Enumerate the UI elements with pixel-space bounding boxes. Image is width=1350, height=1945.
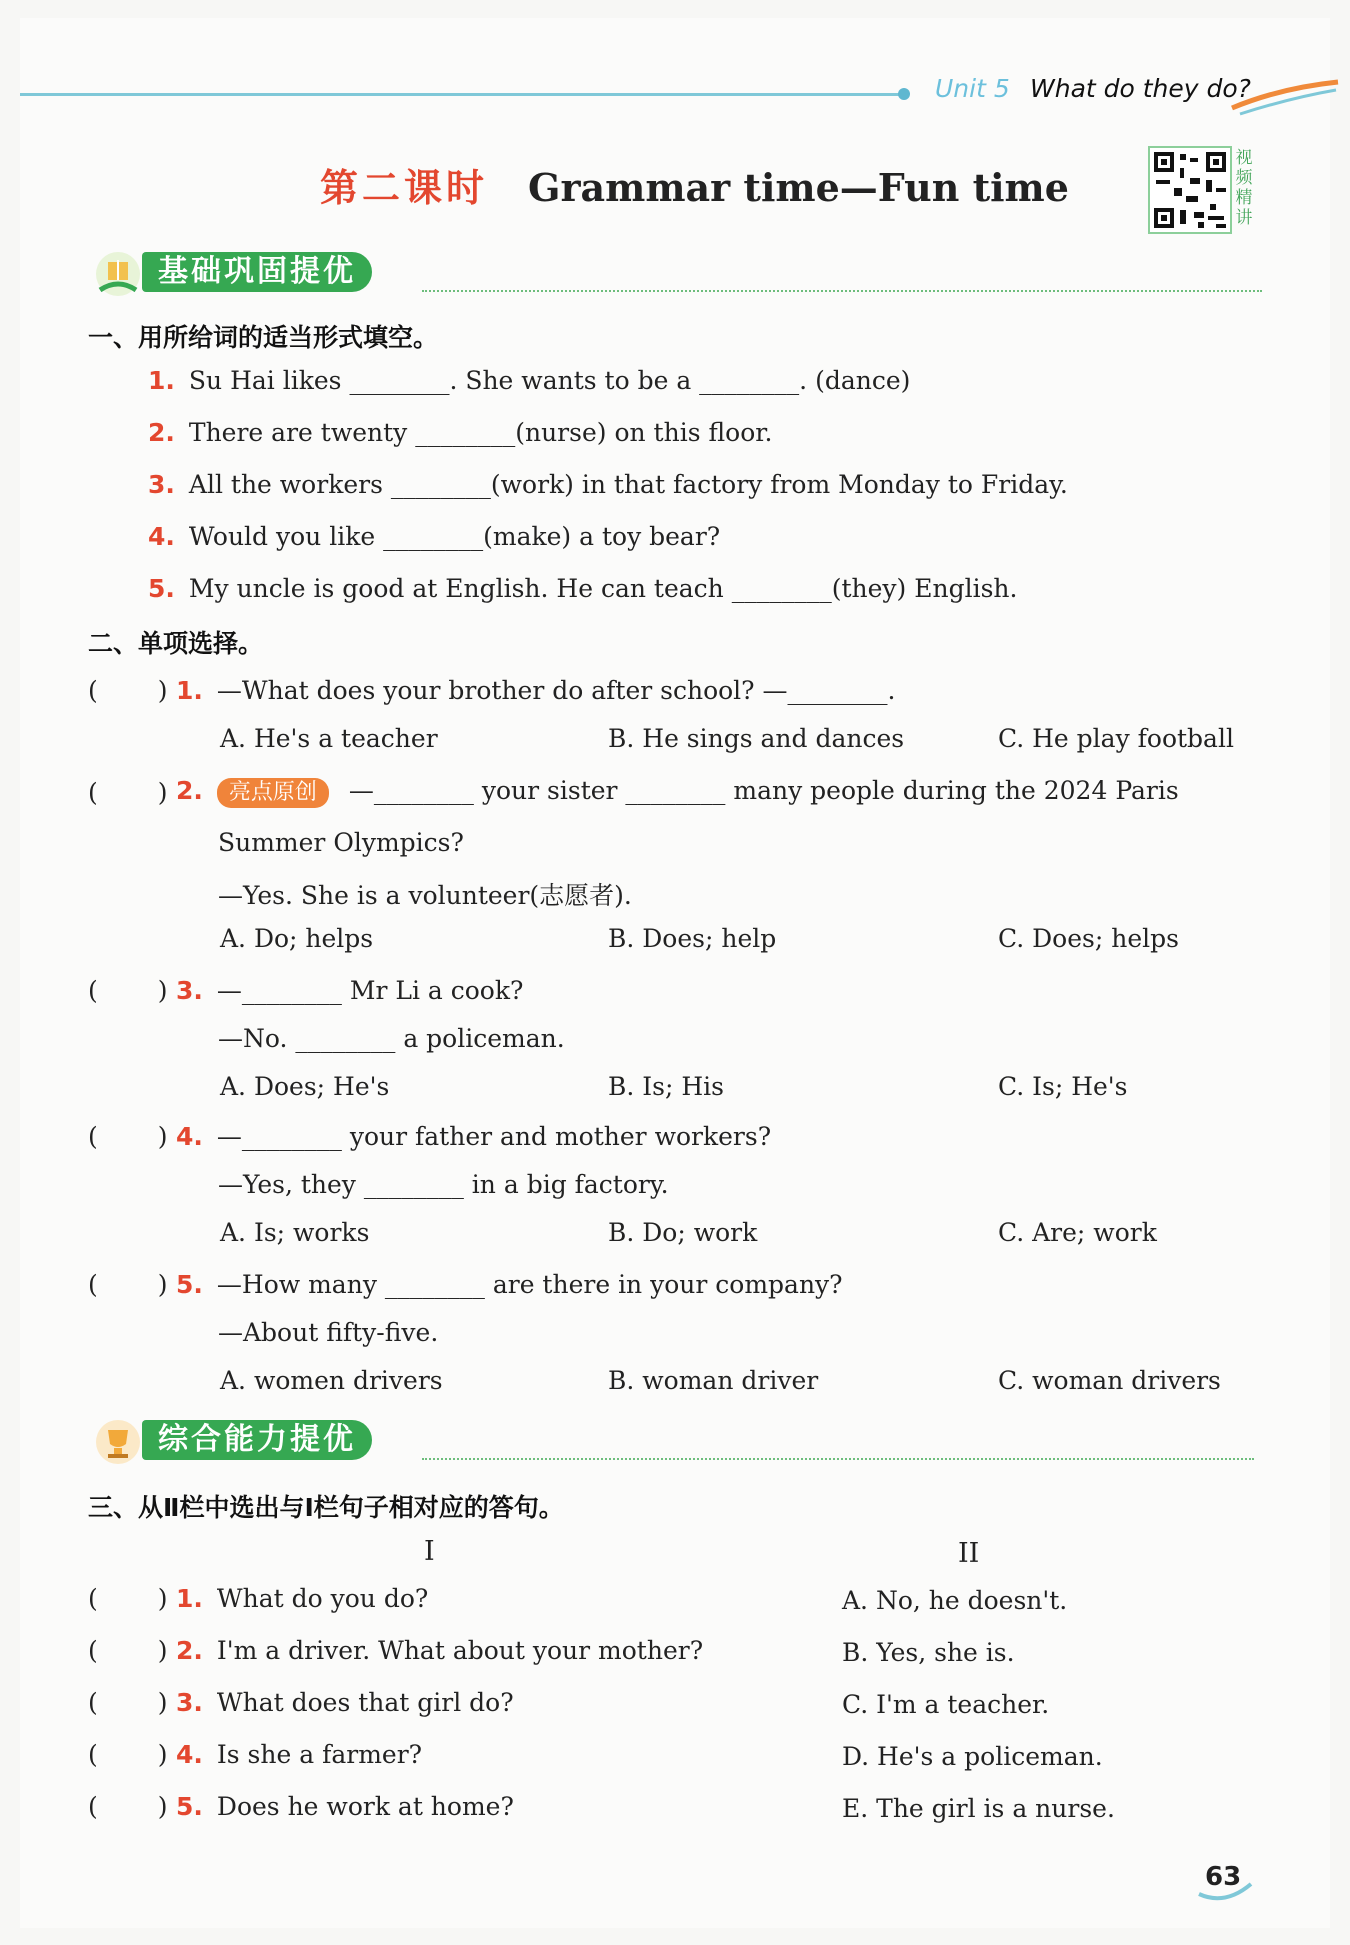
paren-close: )	[157, 1792, 168, 1821]
s2-text: —What does your brother do after school? —________.	[216, 676, 896, 705]
section3-title: 三、从Ⅱ栏中选出与Ⅰ栏句子相对应的答句。	[88, 1493, 564, 1522]
unit-title: What do they do?	[1030, 74, 1251, 103]
s3-left-4	[176, 1740, 422, 1769]
option-a: A. Does; He's	[220, 1072, 390, 1101]
s3-num: 5.	[176, 1792, 203, 1821]
s3-num: 3.	[176, 1688, 203, 1717]
book-plant-icon	[92, 250, 144, 300]
option-c: C. Does; helps	[998, 924, 1179, 953]
answer-blank[interactable]	[88, 1636, 168, 1665]
s2-q3-line2: —No. ________ a policeman.	[218, 1024, 565, 1053]
page-number: 63	[1205, 1862, 1242, 1892]
s2-q5-line2: —About fifty-five.	[218, 1318, 439, 1347]
s1-num: 2.	[148, 418, 175, 447]
s1-text: Su Hai likes ________. She wants to be a ________. (dance)	[188, 366, 911, 395]
answer-blank[interactable]	[88, 1740, 168, 1769]
paren-close: )	[157, 1122, 168, 1151]
qr-code-icon[interactable]	[1148, 146, 1232, 234]
s1-item-4	[148, 522, 720, 551]
banner-basic-label: 基础巩固提优	[142, 252, 372, 292]
option-c: C. Are; work	[998, 1218, 1157, 1247]
answer-blank[interactable]	[88, 1688, 168, 1717]
answer-blank[interactable]	[88, 676, 168, 705]
option-b: B. Does; help	[608, 924, 777, 953]
s3-right-d: D. He's a policeman.	[842, 1742, 1103, 1771]
trophy-icon	[92, 1418, 144, 1468]
s2-q2-line2: Summer Olympics?	[218, 828, 464, 857]
s1-text: All the workers ________(work) in that factory from Monday to Friday.	[188, 470, 1068, 499]
paren-close: )	[157, 778, 168, 807]
option-c: C. Is; He's	[998, 1072, 1128, 1101]
column-ii-heading: II	[958, 1538, 980, 1569]
option-a: A. He's a teacher	[220, 724, 438, 753]
option-c: C. He play football	[998, 724, 1234, 753]
paren-close: )	[157, 1740, 168, 1769]
s2-num: 3.	[176, 976, 203, 1005]
paren-open: (	[88, 1740, 98, 1769]
unit-label: Unit 5	[935, 74, 1010, 103]
s2-q4	[176, 1122, 771, 1151]
paren-close: )	[157, 1584, 168, 1613]
answer-blank[interactable]	[88, 1584, 168, 1613]
s3-num: 1.	[176, 1584, 203, 1613]
s2-num: 2.	[176, 776, 203, 805]
answer-blank[interactable]	[88, 778, 168, 807]
lesson-title	[320, 157, 1069, 212]
dotted-rule	[422, 290, 1262, 292]
s2-q3	[176, 976, 523, 1005]
s1-item-2	[148, 418, 772, 447]
s2-q5	[176, 1270, 843, 1299]
s3-left-5	[176, 1792, 514, 1821]
paren-close: )	[157, 976, 168, 1005]
option-c: C. woman drivers	[998, 1366, 1221, 1395]
s1-item-5	[148, 574, 1017, 603]
s3-right-c: C. I'm a teacher.	[842, 1690, 1050, 1719]
answer-blank[interactable]	[88, 1122, 168, 1151]
s1-item-1	[148, 366, 910, 395]
paren-open: (	[88, 1270, 98, 1299]
s1-text: Would you like ________(make) a toy bear?	[188, 522, 721, 551]
paren-open: (	[88, 778, 98, 807]
option-b: B. woman driver	[608, 1366, 819, 1395]
s3-right-a: A. No, he doesn't.	[842, 1586, 1068, 1615]
s2-num: 4.	[176, 1122, 203, 1151]
paren-close: )	[157, 1270, 168, 1299]
banner-advanced-label: 综合能力提优	[142, 1420, 372, 1460]
section2-title: 二、单项选择。	[88, 629, 264, 658]
s2-text: —________ your father and mother workers?	[216, 1122, 772, 1151]
section1-title: 一、用所给词的适当形式填空。	[88, 323, 439, 352]
s3-text: Does he work at home?	[216, 1792, 514, 1821]
column-i-heading: I	[424, 1536, 435, 1567]
lesson-title-en: Grammar time—Fun time	[528, 165, 1069, 210]
s1-num: 4.	[148, 522, 175, 551]
answer-blank[interactable]	[88, 976, 168, 1005]
paren-open: (	[88, 1688, 98, 1717]
s2-text: —________ your sister ________ many people during the 2024 Paris	[348, 776, 1179, 805]
s1-num: 3.	[148, 470, 175, 499]
paren-open: (	[88, 976, 98, 1005]
banner-advanced	[92, 1418, 1254, 1462]
answer-blank[interactable]	[88, 1792, 168, 1821]
s2-q2-line3: —Yes. She is a volunteer(志愿者).	[218, 881, 632, 910]
s3-num: 4.	[176, 1740, 203, 1769]
paren-close: )	[157, 1636, 168, 1665]
s2-num: 1.	[176, 676, 203, 705]
s2-q1	[176, 676, 895, 705]
qr-side-text: 视频精讲	[1235, 148, 1253, 228]
paren-open: (	[88, 1792, 98, 1821]
s2-text: —________ Mr Li a cook?	[216, 976, 524, 1005]
option-a: A. women drivers	[220, 1366, 443, 1395]
lesson-title-cn: 第二课时	[320, 165, 489, 210]
paren-open: (	[88, 1584, 98, 1613]
s2-q4-line2: —Yes, they ________ in a big factory.	[218, 1170, 669, 1199]
s1-num: 1.	[148, 366, 175, 395]
s1-text: My uncle is good at English. He can teach ________(they) English.	[188, 574, 1018, 603]
s3-text: Is she a farmer?	[216, 1740, 423, 1769]
s3-text: I'm a driver. What about your mother?	[216, 1636, 704, 1665]
original-tag: 亮点原创	[217, 778, 329, 808]
s1-num: 5.	[148, 574, 175, 603]
paren-close: )	[157, 676, 168, 705]
header-dot-icon	[898, 88, 910, 100]
s2-text: —How many ________ are there in your company?	[216, 1270, 843, 1299]
option-b: B. He sings and dances	[608, 724, 905, 753]
s3-num: 2.	[176, 1636, 203, 1665]
paren-open: (	[88, 676, 98, 705]
option-a: A. Is; works	[220, 1218, 370, 1247]
answer-blank[interactable]	[88, 1270, 168, 1299]
s3-left-3	[176, 1688, 514, 1717]
swoosh-icon	[1230, 78, 1340, 118]
s3-right-b: B. Yes, she is.	[842, 1638, 1015, 1667]
s2-num: 5.	[176, 1270, 203, 1299]
header-rule	[20, 93, 900, 96]
s3-right-e: E. The girl is a nurse.	[842, 1794, 1115, 1823]
s3-text: What does that girl do?	[216, 1688, 514, 1717]
option-b: B. Do; work	[608, 1218, 758, 1247]
s3-left-1	[176, 1584, 428, 1613]
paren-close: )	[157, 1688, 168, 1717]
paren-open: (	[88, 1122, 98, 1151]
s3-left-2	[176, 1636, 703, 1665]
s3-text: What do you do?	[216, 1584, 429, 1613]
banner-basic	[92, 250, 1262, 294]
dotted-rule	[422, 1458, 1254, 1460]
s2-q2	[176, 776, 1179, 808]
s1-text: There are twenty ________(nurse) on this floor.	[188, 418, 773, 447]
paren-open: (	[88, 1636, 98, 1665]
s1-item-3	[148, 470, 1068, 499]
option-b: B. Is; His	[608, 1072, 724, 1101]
option-a: A. Do; helps	[220, 924, 374, 953]
